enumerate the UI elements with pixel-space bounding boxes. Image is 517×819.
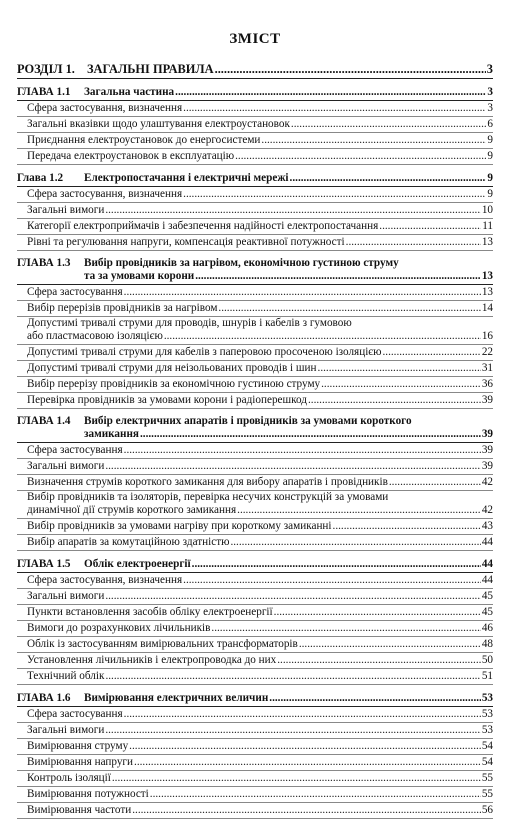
toc-chapter-number: Глава 1.2 (17, 172, 64, 184)
toc-chapter (17, 557, 493, 573)
toc-entry-text: Вибір провідників та ізоляторів, перевірка несучих конструкцій за умовами (27, 491, 389, 503)
toc-page-number: 44 (481, 536, 493, 548)
toc-chapter-text: Облік електроенергії (84, 558, 191, 570)
toc-page-number: 14 (481, 302, 493, 314)
toc-leader (105, 460, 480, 473)
toc-chapter-title (17, 86, 174, 99)
toc-page-number: 39 (481, 460, 493, 472)
toc-page-number: 39 (481, 394, 493, 406)
toc-leader (195, 270, 481, 283)
toc-page-number: 13 (481, 236, 493, 248)
toc-leader (112, 772, 481, 785)
toc-entry (17, 285, 493, 301)
toc-entry-text: Вимірювання потужності (27, 788, 149, 800)
toc-entry-text: Установлення лічильників і електропроводка до них (27, 654, 277, 666)
toc-leader (215, 63, 486, 76)
toc-leader (389, 476, 481, 489)
toc-page-number: 44 (481, 558, 493, 570)
toc-chapter-line (17, 415, 493, 428)
toc-page-number: 55 (481, 772, 493, 784)
toc-page-number: 46 (481, 622, 493, 634)
toc-leader (218, 302, 480, 315)
toc-leader (175, 86, 486, 99)
toc-entry-text: Допустимі тривалі струми для неізольованих проводів і шин (27, 362, 317, 374)
toc-entry (17, 345, 493, 361)
toc-page-number: 39 (481, 444, 493, 456)
toc-leader (346, 236, 481, 249)
toc-entry (17, 149, 493, 165)
toc-entry-text: Загальні вимоги (27, 204, 105, 216)
toc-page-number: 36 (481, 378, 493, 390)
toc-chapter-text: та за умовами корони (84, 270, 195, 282)
toc-entry-text: Контроль ізоляції (27, 772, 111, 784)
toc-entry-text: Вибір провідників за умовами нагріву при короткому замиканні (27, 520, 332, 532)
toc-chapter-line (17, 257, 493, 270)
toc-page-number: 39 (481, 428, 493, 440)
toc-leader (382, 346, 480, 359)
toc-entry (17, 219, 493, 235)
toc-leader (183, 188, 486, 201)
toc-leader (261, 134, 486, 147)
toc-section-text: ЗАГАЛЬНІ ПРАВИЛА (87, 62, 214, 76)
toc-entry-text: Загальні вимоги (27, 724, 105, 736)
toc-leader (318, 362, 481, 375)
toc-entry (17, 739, 493, 755)
toc-page-number: 54 (481, 740, 493, 752)
toc-page-number: 45 (481, 606, 493, 618)
toc-entry (17, 519, 493, 535)
toc-entry (17, 621, 493, 637)
toc-entry-text: Вибір перерізів провідників за нагрівом (27, 302, 218, 314)
toc-entry (17, 117, 493, 133)
toc-leader (237, 504, 481, 517)
toc-leader (140, 428, 481, 441)
toc-leader (235, 150, 486, 163)
toc-chapter-line (17, 428, 493, 441)
toc-page-number: 3 (486, 62, 493, 76)
toc-leader (134, 756, 481, 769)
toc-entry-text: Допустимі тривалі струми для кабелів з паперовою просоченою ізоляцією (27, 346, 382, 358)
toc-leader (308, 394, 481, 407)
toc-page-number: 9 (487, 134, 493, 146)
toc-chapter (17, 415, 493, 443)
toc-leader (105, 204, 480, 217)
toc-leader (291, 118, 487, 131)
toc-entry-text: Вибір апаратів за комутаційною здатністю (27, 536, 230, 548)
toc-page-number: 42 (481, 476, 493, 488)
toc-page-number: 53 (481, 692, 493, 704)
toc-leader (124, 444, 481, 457)
page-title: ЗМІСТ (229, 31, 281, 47)
toc-entry-text: Сфера застосування (27, 286, 123, 298)
toc-leader (211, 622, 480, 635)
toc-page-number: 44 (481, 574, 493, 586)
toc-section (17, 59, 493, 79)
toc-entry (17, 771, 493, 787)
toc-entry (17, 301, 493, 317)
toc-entry-text: Категорії електроприймачів і забезпечення надійності електропостачання (27, 220, 379, 232)
toc-entry-text: Рівні та регулювання напруги, компенсація реактивної потужності (27, 236, 345, 248)
toc-page-number: 3 (487, 86, 493, 98)
toc-page-number: 53 (481, 708, 493, 720)
toc-leader (183, 102, 486, 115)
toc-chapter (17, 691, 493, 707)
toc-entry (17, 443, 493, 459)
toc-page-number: 48 (481, 638, 493, 650)
toc-entry-line (27, 330, 493, 343)
toc-entry (17, 637, 493, 653)
toc-leader (299, 638, 481, 651)
toc-entry (17, 573, 493, 589)
toc-entry-text: Сфера застосування (27, 444, 123, 456)
toc-leader (333, 520, 481, 533)
toc-leader (132, 804, 481, 817)
toc-entry-text: Перевірка провідників за умовами корони і радіоперешкод (27, 394, 307, 406)
toc-entry-text: Вимоги до розрахункових лічильників (27, 622, 211, 634)
toc-page-number: 42 (481, 504, 493, 516)
toc-entry (17, 491, 493, 519)
toc-leader (183, 574, 481, 587)
toc-entry-text: або пластмасовою ізоляцією (27, 330, 163, 342)
toc-entry (17, 187, 493, 203)
toc-leader (379, 220, 481, 233)
toc-entry (17, 459, 493, 475)
toc-entry-text: Технічний облік (27, 670, 105, 682)
toc-entry (17, 393, 493, 409)
toc-chapter-text: замикання (84, 428, 139, 440)
toc-entry-text: динамічної дії струмів короткого замикання (27, 504, 237, 516)
toc-entry-text: Сфера застосування, визначення (27, 574, 183, 586)
toc-entry-text: Вимірювання частоти (27, 804, 132, 816)
toc-section-number: РОЗДІЛ 1. (17, 62, 75, 76)
table-of-contents (17, 59, 493, 819)
toc-chapter-number: ГЛАВА 1.4 (17, 415, 71, 427)
toc-page-number: 9 (487, 188, 493, 200)
toc-page-number: 51 (481, 670, 493, 682)
toc-entry (17, 787, 493, 803)
toc-page-number: 31 (481, 362, 493, 374)
toc-entry-text: Загальні вимоги (27, 590, 105, 602)
toc-entry-text: Пункти встановлення засобів обліку електроенергії (27, 606, 273, 618)
toc-entry-text: Вимірювання напруги (27, 756, 134, 768)
toc-page-number: 13 (481, 286, 493, 298)
toc-leader (150, 788, 481, 801)
toc-chapter-text: Вибір електричних апаратів і провідників за умовами короткого (84, 415, 412, 427)
toc-page-number: 9 (487, 172, 493, 184)
toc-chapter-text: Вибір провідників за нагрівом, економічною густиною струму (84, 257, 399, 269)
toc-entry (17, 589, 493, 605)
toc-chapter-text: Вимірювання електричних величин (84, 692, 269, 704)
toc-chapter-number: ГЛАВА 1.6 (17, 692, 71, 704)
toc-entry-text: Сфера застосування (27, 708, 123, 720)
toc-chapter (17, 257, 493, 285)
toc-leader (274, 606, 481, 619)
toc-leader (290, 172, 487, 185)
toc-entry-text: Приєднання електроустановок до енергосистеми (27, 134, 261, 146)
toc-leader (105, 590, 480, 603)
toc-entry-line (27, 504, 493, 517)
toc-chapter (17, 85, 493, 101)
toc-entry-text: Вибір перерізу провідників за економічною густиною струму (27, 378, 321, 390)
toc-leader (124, 286, 481, 299)
toc-entry (17, 723, 493, 739)
toc-chapter-title (17, 558, 191, 571)
toc-leader (129, 740, 481, 753)
toc-page-number: 54 (481, 756, 493, 768)
toc-leader (230, 536, 480, 549)
toc-entry (17, 707, 493, 723)
toc-page-number: 13 (481, 270, 493, 282)
toc-page-number: 53 (481, 724, 493, 736)
toc-chapter (17, 171, 493, 187)
toc-page-number: 3 (487, 102, 493, 114)
toc-page-number: 50 (481, 654, 493, 666)
toc-page-number: 43 (481, 520, 493, 532)
toc-leader (105, 670, 480, 683)
toc-page-number: 56 (481, 804, 493, 816)
toc-entry (17, 203, 493, 219)
toc-chapter-number: ГЛАВА 1.1 (17, 86, 71, 98)
toc-entry (17, 361, 493, 377)
toc-entry-text: Загальні вимоги (27, 460, 105, 472)
toc-entry (17, 317, 493, 345)
toc-page-number: 55 (481, 788, 493, 800)
toc-page-number: 9 (487, 150, 493, 162)
toc-leader (277, 654, 481, 667)
toc-entry (17, 755, 493, 771)
toc-page-number: 45 (481, 590, 493, 602)
toc-entry (17, 475, 493, 491)
toc-chapter-title (17, 172, 289, 185)
toc-chapter-text: Загальна частина (84, 86, 175, 98)
toc-chapter-text: Електропостачання і електричні мережі (84, 172, 289, 184)
toc-leader (105, 724, 480, 737)
toc-entry (17, 535, 493, 551)
toc-page-number: 22 (481, 346, 493, 358)
toc-page-number: 16 (481, 330, 493, 342)
toc-entry-text: Сфера застосування, визначення (27, 102, 183, 114)
toc-page-number: 11 (482, 220, 493, 232)
toc-leader (124, 708, 481, 721)
toc-entry-text: Передача електроустановок в експлуатацію (27, 150, 235, 162)
toc-entry-text: Облік із застосуванням вимірювальних трансформаторів (27, 638, 298, 650)
toc-entry-text: Сфера застосування, визначення (27, 188, 183, 200)
toc-page-number: 10 (481, 204, 493, 216)
toc-entry-text: Вимірювання струму (27, 740, 129, 752)
toc-entry-text: Визначення струмів короткого замикання для вибору апаратів і провідників (27, 476, 388, 488)
toc-entry-text: Допустимі тривалі струми для проводів, шнурів і кабелів з гумовою (27, 317, 352, 329)
toc-leader (164, 330, 481, 343)
toc-page-number: 6 (487, 118, 493, 130)
toc-entry (17, 803, 493, 819)
toc-entry (17, 133, 493, 149)
toc-entry (17, 653, 493, 669)
toc-chapter-line (17, 270, 493, 283)
toc-entry (17, 605, 493, 621)
toc-chapter-number: ГЛАВА 1.3 (17, 257, 71, 269)
toc-leader (269, 692, 481, 705)
toc-leader (321, 378, 481, 391)
toc-page (17, 0, 493, 819)
toc-entry (17, 669, 493, 685)
toc-entry (17, 377, 493, 393)
toc-entry-text: Загальні вказівки щодо улаштування електроустановок (27, 118, 290, 130)
toc-chapter-title (17, 692, 268, 705)
toc-entry (17, 235, 493, 251)
toc-chapter-number: ГЛАВА 1.5 (17, 558, 71, 570)
toc-leader (192, 558, 481, 571)
toc-entry (17, 101, 493, 117)
toc-section-title (17, 63, 214, 76)
